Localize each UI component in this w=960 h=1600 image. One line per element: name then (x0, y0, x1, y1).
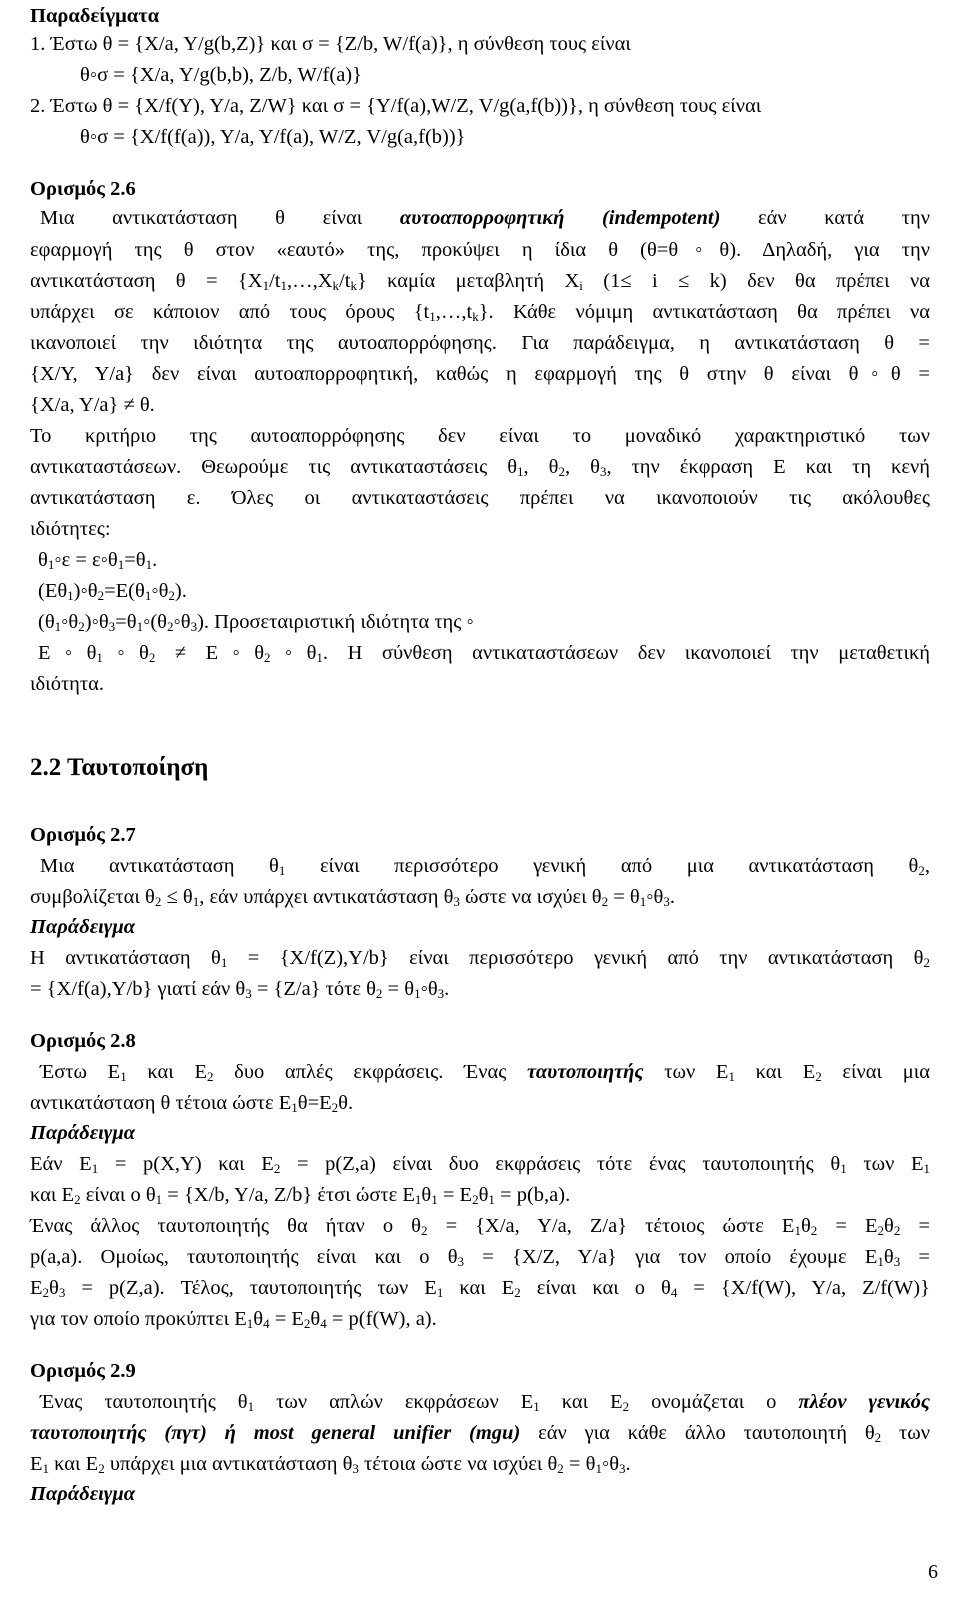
definition-2-8-title: Ορισμός 2.8 (30, 1030, 136, 1052)
definition-2-9-line: Ένας ταυτοποιητής $\theta_1$ των απλών εκφράσεων $E_1$ και $E_2$ ονομάζεται ο πλέον γενικός (40, 1391, 931, 1414)
definition-2-6-line: ικανοποιεί την ιδιότητα της αυτοαπορρόφησης. Για παράδειγμα, η αντικατάσταση θ = (30, 332, 930, 354)
definition-2-7-title: Ορισμός 2.7 (30, 824, 136, 846)
definition-2-7-line: Μια αντικατάσταση $\theta_1$ είναι περισσότερο γενική από μια αντικατάσταση $\theta_2$, (40, 855, 930, 878)
definition-2-9-line: $E_1$ και $E_2$ υπάρχει μια αντικατάσταση $\theta_3$ τέτοια ώστε να ισχύει $\theta_2$ = $\theta_1◦\theta_3$. (30, 1453, 631, 1476)
definition-2-6-line: αντικατάσταση ε. Όλες οι αντικαταστάσεις πρέπει να ικανοποιούν τις ακόλουθες (30, 487, 930, 509)
example-line: και $E_2$ είναι ο $\theta_1 = \{X/b$, Y/a, Z/b} έτσι ώστε $E_1\theta_1 = E_2\theta_1 = p(b,a)$. (30, 1184, 571, 1207)
definition-2-6-title: Ορισμός 2.6 (30, 178, 136, 200)
example-line: Η αντικατάσταση $\theta_1 = \{X/f(Z),Y/b\}$ είναι περισσότερο γενική από την αντικατάσταση $\theta_2$ (30, 947, 930, 970)
definition-2-6-line: εφαρμογή της θ στον «εαυτό» της, προκύψει η ίδια θ (θ=θ◦θ). Δηλαδή, για την (30, 239, 930, 261)
example-heading: Παράδειγμα (30, 1122, 136, 1144)
example-1-result: θ◦σ = {X/a, Y/g(b,b), Z/b, W/f(a)} (80, 64, 362, 86)
example-2-line: 2. Έστω θ = {X/f(Y), Y/a, Z/W} και σ = {Y/f(a),W/Z, V/g(a,f(b))}, η σύνθεση τους είναι (30, 95, 762, 117)
page-number: 6 (928, 1561, 938, 1583)
property-4: $E◦\theta_1◦\theta_2$ ≠ $E◦\theta_2◦\theta_1$. Η σύνθεση αντικαταστάσεων δεν ικανοποιεί την μεταθετική (38, 642, 931, 665)
example-heading: Παράδειγμα (30, 1483, 136, 1505)
section-heading: 2.2 Ταυτοποίηση (30, 754, 209, 781)
property-1: $\theta_1◦\varepsilon$ = $\varepsilon◦\theta_1=\theta_1$. (38, 549, 158, 572)
property-3: $(\theta_1◦\theta_2)◦\theta_3=\theta_1◦(\theta_2◦\theta_3)$. Προσεταιριστική ιδιότητα της ◦ (38, 611, 474, 634)
definition-2-6-line: αντικατάσταση $\theta = \{X_1/t_1,\dots,X_k/t_k\}$ καμία μεταβλητή $X_i$ (1≤ i ≤ k) δεν θα πρέπει να (30, 270, 930, 293)
examples-heading: Παραδείγματα (30, 5, 160, 27)
definition-2-6-line: Το κριτήριο της αυτοαπορρόφησης δεν είναι το μοναδικό χαρακτηριστικό των (30, 425, 930, 447)
property-2: $(E\theta_1)◦\theta_2=E(\theta_1◦\theta_2)$. (38, 580, 187, 603)
term-unifier: ταυτοποιητής (527, 1061, 644, 1083)
example-line: Εάν $E_1 = p(X,Y)$ και $E_2 = p(Z,a)$ είναι δυο εκφράσεις τότε ένας ταυτοποιητής $\theta_1$ των $E_1$ (30, 1153, 930, 1176)
example-line: για τον οποίο προκύπτει $E_1\theta_4 = E_2\theta_4 = p(f(W)$, a). (30, 1308, 437, 1331)
definition-2-6-line: {X/a, Y/a} ≠ θ. (30, 394, 155, 416)
definition-2-8-line: αντικατάσταση θ τέτοια ώστε $E_1\theta=E_2\theta$. (30, 1092, 354, 1115)
definition-2-9-title: Ορισμός 2.9 (30, 1360, 136, 1382)
example-line: Ένας άλλος ταυτοποιητής θα ήταν ο $\theta_2 = \{X/a$, Y/a, Z/a} τέτοιος ώστε $E_1\theta_2 = E_2\theta_2$ = (30, 1215, 931, 1238)
definition-2-7-line: συμβολίζεται $\theta_2 \le \theta_1$, εάν υπάρχει αντικατάσταση $\theta_3$ ώστε να ισχύει $\theta_2$ = $\theta_1◦\theta_3$. (30, 886, 675, 909)
term-most-general: πλέον γενικός (798, 1391, 931, 1413)
term-mgu: ταυτοποιητής (πγτ) ή most general unifier (mgu) (30, 1422, 521, 1444)
definition-2-6-line: υπάρχει σε κάποιον από τους όρους $\{t_1,\dots,t_k\}$. Κάθε νόμιμη αντικατάσταση θα πρέπει να (30, 301, 930, 324)
property-4-continued: ιδιότητα. (30, 673, 105, 695)
example-line: = {X/f(a),Y/b} γιατί εάν $\theta_3 = \{Z/a\}$ τότε $\theta_2$ = $\theta_1◦\theta_3$. (30, 978, 450, 1001)
term-idempotent: αυτοαπορροφητική (indempotent) (399, 207, 721, 229)
example-line: p(a,a). Ομοίως, ταυτοποιητής είναι και ο $\theta_3 = \{X/Z$, Y/a} για τον οποίο έχουμε $E_1\theta_3$ = (30, 1246, 930, 1269)
definition-2-6-line: Μια αντικατάσταση θ είναι αυτοαπορροφητική (indempotent) εάν κατά την (40, 207, 930, 229)
example-heading: Παράδειγμα (30, 916, 136, 938)
example-1-line: 1. Έστω θ = {X/a, Y/g(b,Z)} και σ = {Z/b, W/f(a)}, η σύνθεση τους είναι (30, 33, 631, 55)
definition-2-6-line: ιδιότητες: (30, 518, 111, 540)
definition-2-9-line: ταυτοποιητής (πγτ) ή most general unifier (mgu) εάν για κάθε άλλο ταυτοποιητή $\theta_2$ των (30, 1422, 930, 1445)
definition-2-8-line: Έστω $E_1$ και $E_2$ δυο απλές εκφράσεις. Ένας ταυτοποιητής των $E_1$ και $E_2$ είναι μια (40, 1061, 930, 1084)
example-line: $E_2\theta_3 = p(Z,a)$. Τέλος, ταυτοποιητής των $E_1$ και $E_2$ είναι και ο $\theta_4 = \{X/f(W)$, Y/a, Z/f(W)} (30, 1277, 930, 1300)
example-2-result: θ◦σ = {X/f(f(a)), Y/a, Y/f(a), W/Z, V/g(a,f(b))} (80, 126, 466, 148)
definition-2-6-line: {X/Y, Y/a} δεν είναι αυτοαπορροφητική, καθώς η εφαρμογή της θ στην θ είναι θ◦θ = (30, 363, 930, 385)
definition-2-6-line: αντικαταστάσεων. Θεωρούμε τις αντικαταστάσεις $\theta_1$, $\theta_2$, $\theta_3$, την έκφραση E και τη κενή (30, 456, 930, 479)
